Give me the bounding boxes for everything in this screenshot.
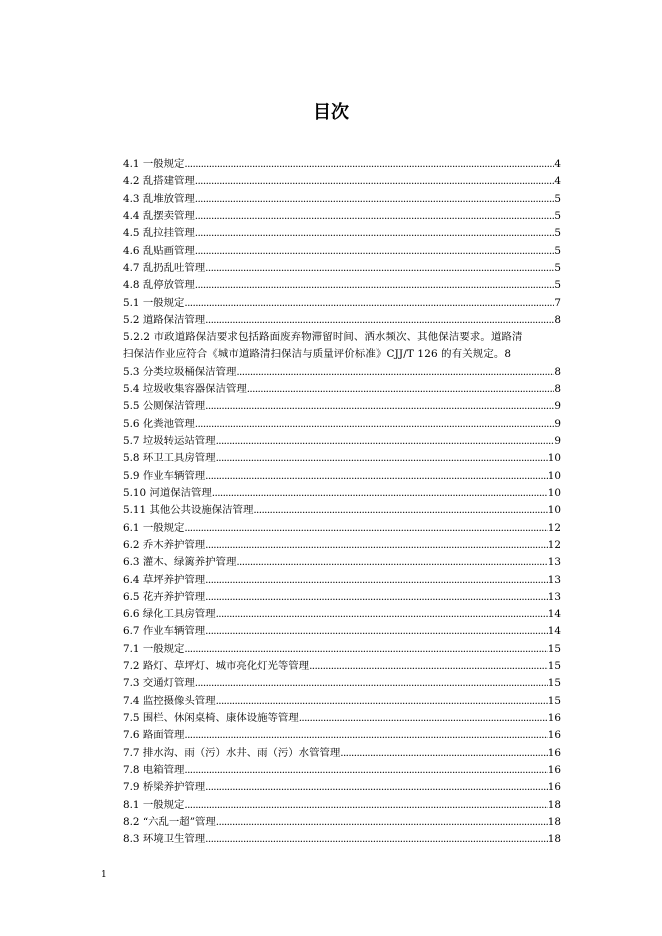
toc-leader-dots <box>236 554 547 571</box>
toc-entry-title: 4.5 乱拉挂管理 <box>123 227 195 240</box>
toc-leader-dots <box>184 295 554 312</box>
toc-entry[interactable] <box>123 693 561 710</box>
toc-leader-dots <box>205 537 548 554</box>
toc-entry[interactable] <box>123 468 561 485</box>
toc-entry-page: 8 <box>554 383 561 396</box>
toc-entry[interactable] <box>123 398 561 415</box>
toc-entry[interactable] <box>123 260 561 277</box>
toc-entry-page: 10 <box>547 486 561 499</box>
toc-entry[interactable] <box>123 606 561 623</box>
toc-leader-dots <box>184 727 547 744</box>
toc-entry[interactable] <box>123 416 561 433</box>
toc-leader-dots <box>205 398 554 415</box>
toc-entry-title: 4.6 乱贴画管理 <box>123 244 195 257</box>
toc-entry-title: 6.4 草坪养护管理 <box>123 573 206 586</box>
toc-entry-page: 10 <box>547 469 561 482</box>
toc-entry-page: 5 <box>554 279 561 292</box>
toc-leader-dots <box>205 779 548 796</box>
toc-entry-page: 16 <box>547 763 561 776</box>
page-number: 1 <box>101 870 107 880</box>
toc-entry-page: 9 <box>554 400 561 413</box>
toc-entry[interactable] <box>123 675 561 692</box>
toc-entry[interactable] <box>123 745 561 762</box>
toc-entry-title: 5.5 公厕保洁管理 <box>123 400 206 413</box>
toc-entry-title: 7.6 路面管理 <box>123 729 185 742</box>
toc-leader-dots <box>195 243 555 260</box>
toc-entry[interactable] <box>123 641 561 658</box>
toc-entry-long[interactable] <box>123 329 561 364</box>
toc-leader-dots <box>216 693 548 710</box>
toc-leader-dots <box>184 762 547 779</box>
toc-entry[interactable] <box>123 173 561 190</box>
toc-group-2 <box>123 364 561 849</box>
toc-leader-dots <box>195 208 555 225</box>
toc-entry[interactable] <box>123 710 561 727</box>
toc-entry-page: 8 <box>554 365 561 378</box>
toc-entry[interactable] <box>123 762 561 779</box>
toc-leader-dots <box>205 260 554 277</box>
toc-entry-page: 15 <box>547 677 561 690</box>
toc-entry-title: 6.2 乔木养护管理 <box>123 538 206 551</box>
toc-entry-page: 16 <box>547 712 561 724</box>
toc-entry-page: 12 <box>547 521 561 534</box>
toc-entry[interactable] <box>123 727 561 744</box>
toc-leader-dots <box>205 589 548 606</box>
toc-entry-page: 9 <box>554 417 561 430</box>
toc-entry[interactable] <box>123 537 561 554</box>
toc-entry-title: 5.3 分类垃圾桶保洁管理 <box>123 365 237 378</box>
toc-entry-page: 18 <box>547 798 561 811</box>
toc-entry[interactable] <box>123 485 561 502</box>
toc-entry-title: 7.4 监控摄像头管理 <box>123 694 216 707</box>
toc-entry-title: 6.1 一般规定 <box>123 521 185 534</box>
toc-leader-dots <box>205 623 548 640</box>
toc-entry-page: 5 <box>554 192 561 205</box>
toc-entry[interactable] <box>123 589 561 606</box>
toc-entry-title: 5.8 环卫工具房管理 <box>123 452 216 465</box>
toc-leader-dots <box>205 312 554 329</box>
toc-leader-dots <box>195 173 555 190</box>
toc-entry-title: 8.3 环境卫生管理 <box>123 833 206 846</box>
toc-entry-page: 13 <box>547 556 561 569</box>
toc-entry-title: 4.8 乱停放管理 <box>123 279 195 292</box>
toc-leader-dots <box>205 572 548 589</box>
toc-entry[interactable] <box>123 623 561 640</box>
toc-entry-title: 5.2 道路保洁管理 <box>123 313 206 326</box>
toc-leader-dots <box>184 797 547 814</box>
toc-leader-dots <box>253 502 547 519</box>
toc-entry[interactable] <box>123 381 561 398</box>
toc-entry-title: 4.2 乱搭建管理 <box>123 175 195 188</box>
toc-entry-title: 7.9 桥梁养护管理 <box>123 781 206 794</box>
toc-entry-page: 15 <box>547 642 561 655</box>
toc-leader-dots <box>216 433 555 450</box>
toc-leader-dots <box>216 814 548 831</box>
toc-entry-title: 4.3 乱堆放管理 <box>123 192 195 205</box>
toc-entry-long-line2-row <box>123 346 561 363</box>
toc-entry[interactable] <box>123 277 561 294</box>
toc-entry[interactable] <box>123 312 561 329</box>
toc-entry[interactable] <box>123 364 561 381</box>
toc-entry-page: 14 <box>547 625 561 638</box>
toc-entry[interactable] <box>123 814 561 831</box>
toc-leader-dots <box>212 485 548 502</box>
toc-entry-page: 14 <box>547 608 561 621</box>
toc-leader-dots <box>205 468 548 485</box>
toc-leader-dots <box>195 675 548 692</box>
toc-entry[interactable] <box>123 658 561 675</box>
toc-entry-title: 6.6 绿化工具房管理 <box>123 608 216 621</box>
toc-entry-title: 7.8 电箱管理 <box>123 763 185 776</box>
toc-title: 目次 <box>313 102 349 123</box>
toc-entry-page: 8 <box>554 313 561 326</box>
toc-leader-dots <box>247 381 555 398</box>
toc-entry[interactable] <box>123 225 561 242</box>
toc-entry-title: 4.4 乱摆卖管理 <box>123 209 195 222</box>
toc-entry-title: 7.1 一般规定 <box>123 642 185 655</box>
toc-leader-dots <box>195 225 555 242</box>
toc-leader-dots <box>236 364 554 381</box>
toc-entry-title: 4.7 乱扔乱吐管理 <box>123 261 206 274</box>
toc-entry-page: 13 <box>547 590 561 603</box>
toc-leader-dots <box>184 520 547 537</box>
toc-entry[interactable] <box>123 797 561 814</box>
toc-entry-title: 5.4 垃圾收集容器保洁管理 <box>123 383 247 396</box>
toc-entry-title: 5.7 垃圾转运站管理 <box>123 435 216 447</box>
toc-entry-title: 6.5 花卉养护管理 <box>123 590 206 603</box>
toc-entry-title: 7.3 交通灯管理 <box>123 677 195 690</box>
toc-entry[interactable] <box>123 433 561 450</box>
toc-entry-title: 5.1 一般规定 <box>123 296 185 309</box>
toc-entry-page: 18 <box>547 833 561 846</box>
toc-entry-page: 16 <box>547 781 561 794</box>
toc-entry-page: 18 <box>547 815 561 828</box>
toc-entry-title: 7.7 排水沟、雨（污）水井、雨（污）水管管理 <box>123 746 341 759</box>
toc-entry-page: 15 <box>547 660 561 673</box>
toc-entry-title: 5.10 河道保洁管理 <box>123 486 212 499</box>
toc-entry-page: 8 <box>504 348 512 361</box>
toc-entry[interactable] <box>123 243 561 260</box>
toc-entry-page: 10 <box>547 504 561 517</box>
toc-group-1 <box>123 156 561 329</box>
toc-entry[interactable] <box>123 554 561 571</box>
toc-entry-page: 5 <box>554 209 561 222</box>
toc-entry[interactable] <box>123 572 561 589</box>
toc-entry[interactable] <box>123 191 561 208</box>
toc-leader-dots <box>195 277 555 294</box>
toc-entry[interactable] <box>123 502 561 519</box>
toc-entry-title: 5.6 化粪池管理 <box>123 417 195 430</box>
toc-entry-title: 5.9 作业车辆管理 <box>123 469 206 482</box>
toc-leader-dots <box>195 191 555 208</box>
toc-entry[interactable] <box>123 450 561 467</box>
toc-entry-page: 15 <box>547 694 561 707</box>
toc-entry[interactable] <box>123 779 561 796</box>
toc-leader-dots <box>184 156 554 173</box>
toc-leader-dots <box>195 416 555 433</box>
toc-entry-page: 4 <box>554 158 561 170</box>
toc-entry-page: 4 <box>554 175 561 188</box>
toc-entry-page: 16 <box>547 746 561 759</box>
toc-entry[interactable] <box>123 831 561 848</box>
toc-entry-page: 10 <box>547 452 561 465</box>
toc-entry-long-line1: 5.2.2 市政道路保洁要求包括路面废弃物滞留时间、洒水频次、其他保洁要求。道路清 <box>123 331 523 344</box>
toc-entry-page: 7 <box>554 296 561 309</box>
toc-leader-dots <box>216 450 548 467</box>
toc-leader-dots <box>184 641 547 658</box>
toc-entry-page: 5 <box>554 227 561 240</box>
toc-entry-title: 7.2 路灯、草坪灯、城市亮化灯光等管理 <box>123 660 310 673</box>
toc-entry-page: 13 <box>547 573 561 586</box>
toc-entry-title: 8.1 一般规定 <box>123 798 185 811</box>
toc-leader-dots <box>216 606 548 623</box>
toc-entry-long-line2: 扫保洁作业应符合《城市道路清扫保洁与质量评价标准》CJJ/T 126 的有关规定。 <box>123 348 505 361</box>
toc-entry-page: 16 <box>547 729 561 742</box>
toc-entry-title: 5.11 其他公共设施保洁管理 <box>123 504 254 517</box>
toc-entry-title: 4.1 一般规定 <box>123 158 185 170</box>
toc-entry-page: 5 <box>554 261 561 274</box>
toc-entry-page: 9 <box>554 435 561 447</box>
toc-entry-title: 6.3 灌木、绿篱养护管理 <box>123 556 237 569</box>
toc-leader-dots <box>340 745 548 762</box>
toc-leader-dots <box>299 710 548 727</box>
toc-entry[interactable] <box>123 295 561 312</box>
toc-entry-title: 8.2 “六乱一超”管理 <box>123 815 216 828</box>
toc-entry[interactable] <box>123 156 561 173</box>
toc-entry[interactable] <box>123 520 561 537</box>
toc-entry-page: 12 <box>547 538 561 551</box>
toc-leader-dots <box>309 658 548 675</box>
toc-entry[interactable] <box>123 208 561 225</box>
toc-entry-title: 7.5 围栏、休闲桌椅、康体设施等管理 <box>123 712 299 724</box>
toc-entry-page: 5 <box>554 244 561 257</box>
toc-leader-dots <box>205 831 548 848</box>
table-of-contents <box>123 156 561 849</box>
toc-entry-title: 6.7 作业车辆管理 <box>123 625 206 638</box>
